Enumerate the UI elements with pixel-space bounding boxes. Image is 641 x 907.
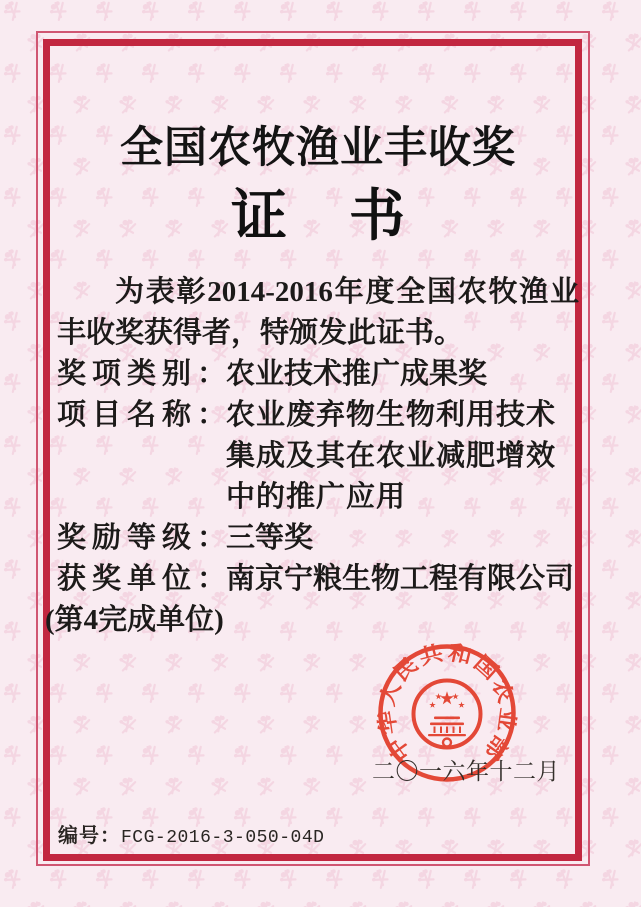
field-colon: ：	[197, 522, 227, 554]
certificate-subtitle	[57, 186, 579, 248]
field-colon: ：	[197, 399, 227, 431]
serial-code: FCG-2016-3-050-04D	[121, 828, 325, 848]
issue-date: 二〇一六年十二月	[372, 759, 560, 784]
field-award-category	[57, 354, 579, 395]
field-value: 三等奖	[226, 522, 314, 554]
seal-text: 中华人民共和国农业部	[376, 642, 518, 766]
field-awarded-unit	[57, 559, 579, 600]
field-colon: ：	[197, 563, 227, 595]
field-value: 南京宁粮生物工程有限公司	[226, 563, 575, 595]
award-title: 全国农牧渔业丰收奖	[120, 124, 516, 172]
field-award-grade	[57, 518, 579, 559]
field-label: 获奖单位	[57, 563, 198, 595]
certificate-content	[45, 0, 579, 641]
field-list	[45, 354, 579, 641]
serial-number-line	[58, 819, 324, 848]
field-label: 项目名称	[57, 399, 198, 431]
subtitle-char-zheng: 证	[231, 186, 287, 248]
serial-label: 编号：	[58, 825, 121, 847]
field-value: 农业技术推广成果奖	[226, 358, 488, 390]
field-label: 奖项类别	[57, 358, 198, 390]
subtitle-char-shu: 书	[349, 186, 405, 248]
field-label: 奖励等级	[57, 522, 198, 554]
national-emblem-icon	[414, 681, 481, 748]
field-colon: ：	[197, 358, 227, 390]
field-value: 农业废弃物生物利用技术集成及其在农业减肥增效中的推广应用	[226, 399, 557, 513]
completion-unit-note: (第4完成单位)	[45, 604, 224, 636]
preamble-text: 为表彰2014-2016年度全国农牧渔业丰收奖获得者，特颁发此证书。	[57, 276, 579, 349]
field-project-name	[57, 395, 579, 518]
